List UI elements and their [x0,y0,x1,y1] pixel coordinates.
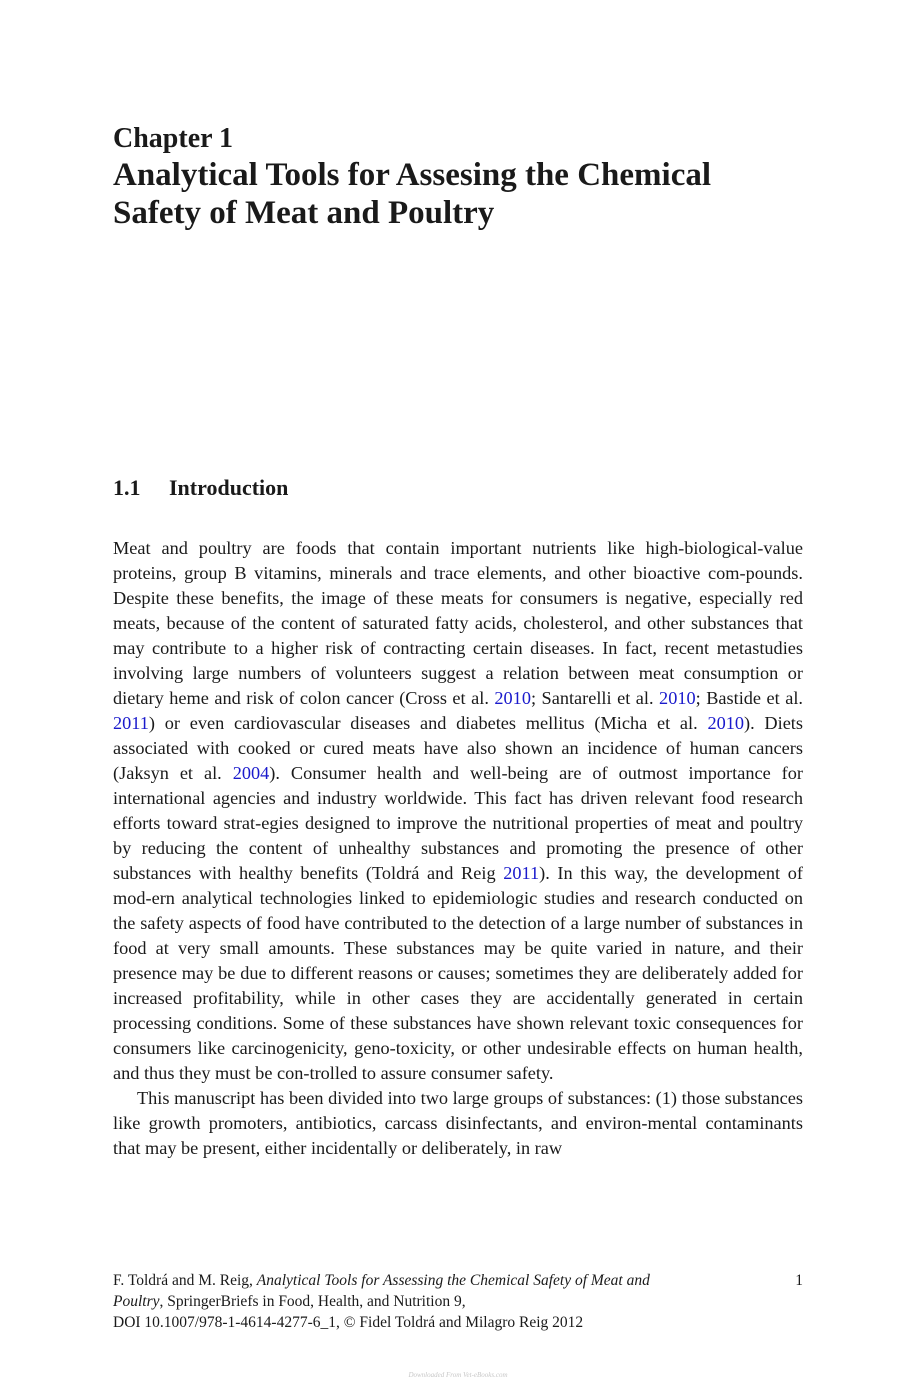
footer [113,1270,803,1333]
paragraph-text: ) or even cardiovascular diseases and diabetes mellitus (Micha et al. [148,713,708,733]
citation-link[interactable]: 2004 [232,763,270,783]
section-title: Introduction [169,475,289,500]
body-text [113,536,803,1161]
footer-authors: F. Toldrá and M. Reig, [113,1272,257,1289]
citation-link[interactable]: 2011 [113,713,149,733]
page-number: 1 [795,1272,803,1289]
citation-link[interactable]: 2011 [503,863,540,883]
footer-book-title: Analytical Tools for Assessing the Chemical Safety of Meat and Poultry [113,1272,650,1310]
chapter-label: Chapter 1 [113,123,234,154]
footer-text [113,1270,673,1333]
footer-series: , SpringerBriefs in Food, Health, and Nutrition 9, [159,1293,466,1310]
paragraph-text: ; Bastide et al. [695,688,803,708]
citation-link[interactable]: 2010 [659,688,696,708]
footer-doi: DOI 10.1007/978-1-4614-4277-6_1, © Fidel Toldrá and Milagro Reig 2012 [113,1314,584,1331]
paragraph-text: ). In this way, the development of mod-ern analytical technologies linked to epidemiologic studies and research conducted on the safety aspects of food have contributed to the detection of a large number of substances in food at very small amounts. These substances may be quite varied in nature, and their presence may be due to different reasons or causes; sometimes they are deliberately added for increased profitability, while in other cases they are accidentally generated in certain processing conditions. Some of these substances have shown relevant toxic consequences for consumers like carcinogenicity, geno-toxicity, or other undesirable effects on human health, and thus they must be con-trolled to assure consumer safety. [113,863,803,1083]
chapter-title-line1: Analytical Tools for Assesing the Chemical [113,157,712,193]
section-heading [113,474,288,502]
paragraph-1 [113,536,803,1086]
citation-link[interactable]: 2010 [494,688,531,708]
watermark: Downloaded From Vet-eBooks.com [408,1371,508,1379]
citation-link[interactable]: 2010 [707,713,744,733]
paragraph-text: ; Santarelli et al. [530,688,660,708]
chapter-title [113,156,813,232]
paragraph-text: Meat and poultry are foods that contain important nutrients like high-biological-value proteins, group B vitamins, minerals and trace elements, and other bioactive com-pounds. Despite these benefits, the image of these meats for consumers is negative, especially red meats, because of the content of saturated fatty acids, cholesterol, and other substances that may contribute to a higher risk of contracting certain diseases. In fact, recent metastudies involving large numbers of volunteers suggest a relation between meat consumption or dietary heme and risk of colon cancer (Cross et al. [113,538,803,708]
chapter-title-line2: Safety of Meat and Poultry [113,195,495,231]
section-number: 1.1 [113,475,141,500]
paragraph-text: ). Diets associated with cooked or cured meats have also shown an incidence of human cancers (Jaksyn et al. [113,713,803,783]
paragraph-2: This manuscript has been divided into two large groups of substances: (1) those substances like growth promoters, antibiotics, carcass disinfectants, and environ-mental contaminants that may be present, either incidentally or deliberately, in raw [113,1088,803,1158]
paragraph-text: ). Consumer health and well-being are of outmost importance for international agencies and industry worldwide. This fact has driven relevant food research efforts toward strat-egies designed to improve the nutritional properties of meat and poultry by reducing the content of unhealthy substances and promoting the presence of other substances with healthy benefits (Toldrá and Reig [113,763,803,883]
